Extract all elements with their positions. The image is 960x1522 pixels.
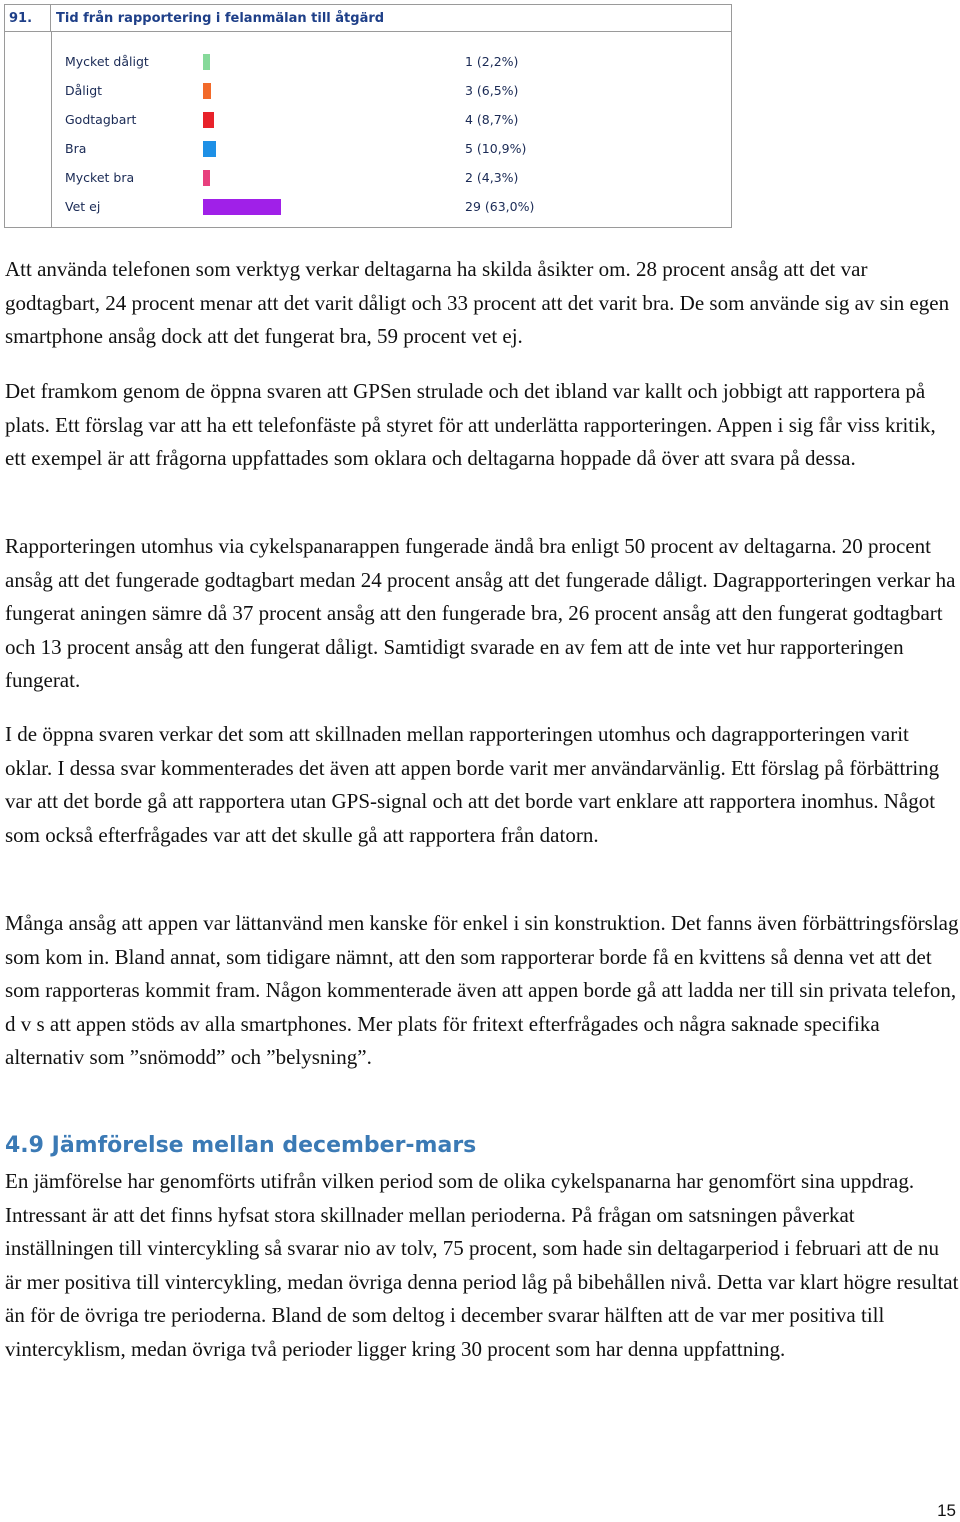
paragraph-improvement-suggestions: Många ansåg att appen var lättanvänd men kanske för enkel i sin konstruktion. Det fanns även förbättringsförslag som kom in. Bland annat, som tidigare nämnt, att den som rapporterar borde få en kvittens så denna vet att det som rapporteras kommit fram. Någon kommenterade även att appen borde gå att ladda ner till sin privata telefon, d v s att appen stöds av alla smartphones. Mer plats för fritext efterfrågades och några saknade specifika alternativ som ”snömodd” och ”belysning”. (5, 911, 959, 1069)
answer-row (52, 197, 731, 217)
answer-row (52, 81, 731, 101)
question-number: 91. (5, 5, 51, 31)
question-title: Tid från rapportering i felanmälan till åtgärd (56, 10, 385, 26)
answer-bar (203, 54, 210, 70)
answer-row (52, 52, 731, 72)
answer-label: Bra (65, 141, 87, 156)
answer-value: 4 (8,7%) (465, 112, 519, 127)
page-number: 15 (937, 1501, 956, 1520)
answer-row (52, 110, 731, 130)
answer-label: Mycket dåligt (65, 54, 149, 69)
paragraph-period-comparison: En jämförelse har genomförts utifrån vilken period som de olika cykelspanarna har genomfört sina uppdrag. Intressant är att det finns hyfsat stora skillnader mellan perioderna. På frågan om satsningen påverkat inställningen till vintercykling så svarar nio av tolv, 75 procent, som hade sin deltagarperiod i februari att de nu är mer positiva till vintercykling, medan övriga denna period låg på bibehållen nivå. Detta var klart högre resultat än för de övriga tre perioderna. Bland de som deltog i december svarar hälften att de var mer positiva till vintercyklism, medan övriga två perioder ligger kring 30 procent som har denna uppfattning. (5, 1169, 959, 1361)
answer-bar (203, 199, 281, 215)
answer-row (52, 168, 731, 188)
survey-answers (51, 31, 731, 227)
answer-bar (203, 141, 216, 157)
answer-row (52, 139, 731, 159)
survey-result-panel (4, 4, 732, 228)
answer-value: 1 (2,2%) (465, 54, 519, 69)
answer-value: 3 (6,5%) (465, 83, 519, 98)
answer-value: 2 (4,3%) (465, 170, 519, 185)
answer-bar (203, 112, 214, 128)
paragraph-open-answers-difference: I de öppna svaren verkar det som att skillnaden mellan rapporteringen utomhus och dagrapporteringen varit oklar. I dessa svar kommenterades det även att appen borde varit mer användarvänlig. Ett förslag på förbättring var att det borde gå att rapportera utan GPS-signal och att det borde vart enklare att rapportera inomhus. Något som också efterfrågades var att det skulle gå att rapportera från datorn. (5, 722, 940, 847)
answer-value: 29 (63,0%) (465, 199, 535, 214)
paragraph-outdoor-reporting: Rapporteringen utomhus via cykelspanarappen fungerade ändå bra enligt 50 procent av deltagarna. 20 procent ansåg att det fungerade godtagbart medan 24 procent ansåg att det fungerade dåligt. Dagrapporteringen verkar ha fungerat aningen sämre då 37 procent ansåg att den fungerade bra, 26 procent ansåg att den fungerat godtagbart och 13 procent ansåg att den fungerat dåligt. Samtidigt svarade en av fem att de inte vet hur rapporteringen fungerat. (5, 534, 956, 692)
answer-label: Dåligt (65, 83, 103, 98)
answer-bar (203, 83, 211, 99)
paragraph-open-answers-gps: Det framkom genom de öppna svaren att GPSen strulade och det ibland var kallt och jobbigt att rapportera på plats. Ett förslag var att ha ett telefonfäste på styret för att underlätta rapporteringen. Appen i sig får viss kritik, ett exempel är att frågorna uppfattades som oklara och deltagarna hoppade då över att svara på dessa. (5, 379, 936, 470)
answer-label: Vet ej (65, 199, 101, 214)
section-heading: 4.9 Jämförelse mellan december-mars (5, 1133, 477, 1158)
answer-value: 5 (10,9%) (465, 141, 527, 156)
answer-bar (203, 170, 210, 186)
answer-label: Godtagbart (65, 112, 137, 127)
paragraph-telephone-tool: Att använda telefonen som verktyg verkar deltagarna ha skilda åsikter om. 28 procent ansåg att det var godtagbart, 24 procent menar att det varit dåligt och 33 procent att det varit bra. De som använde sig av sin egen smartphone ansåg dock att det fungerat bra, 59 procent vet ej. (5, 257, 950, 348)
survey-header (5, 5, 731, 32)
answer-label: Mycket bra (65, 170, 135, 185)
